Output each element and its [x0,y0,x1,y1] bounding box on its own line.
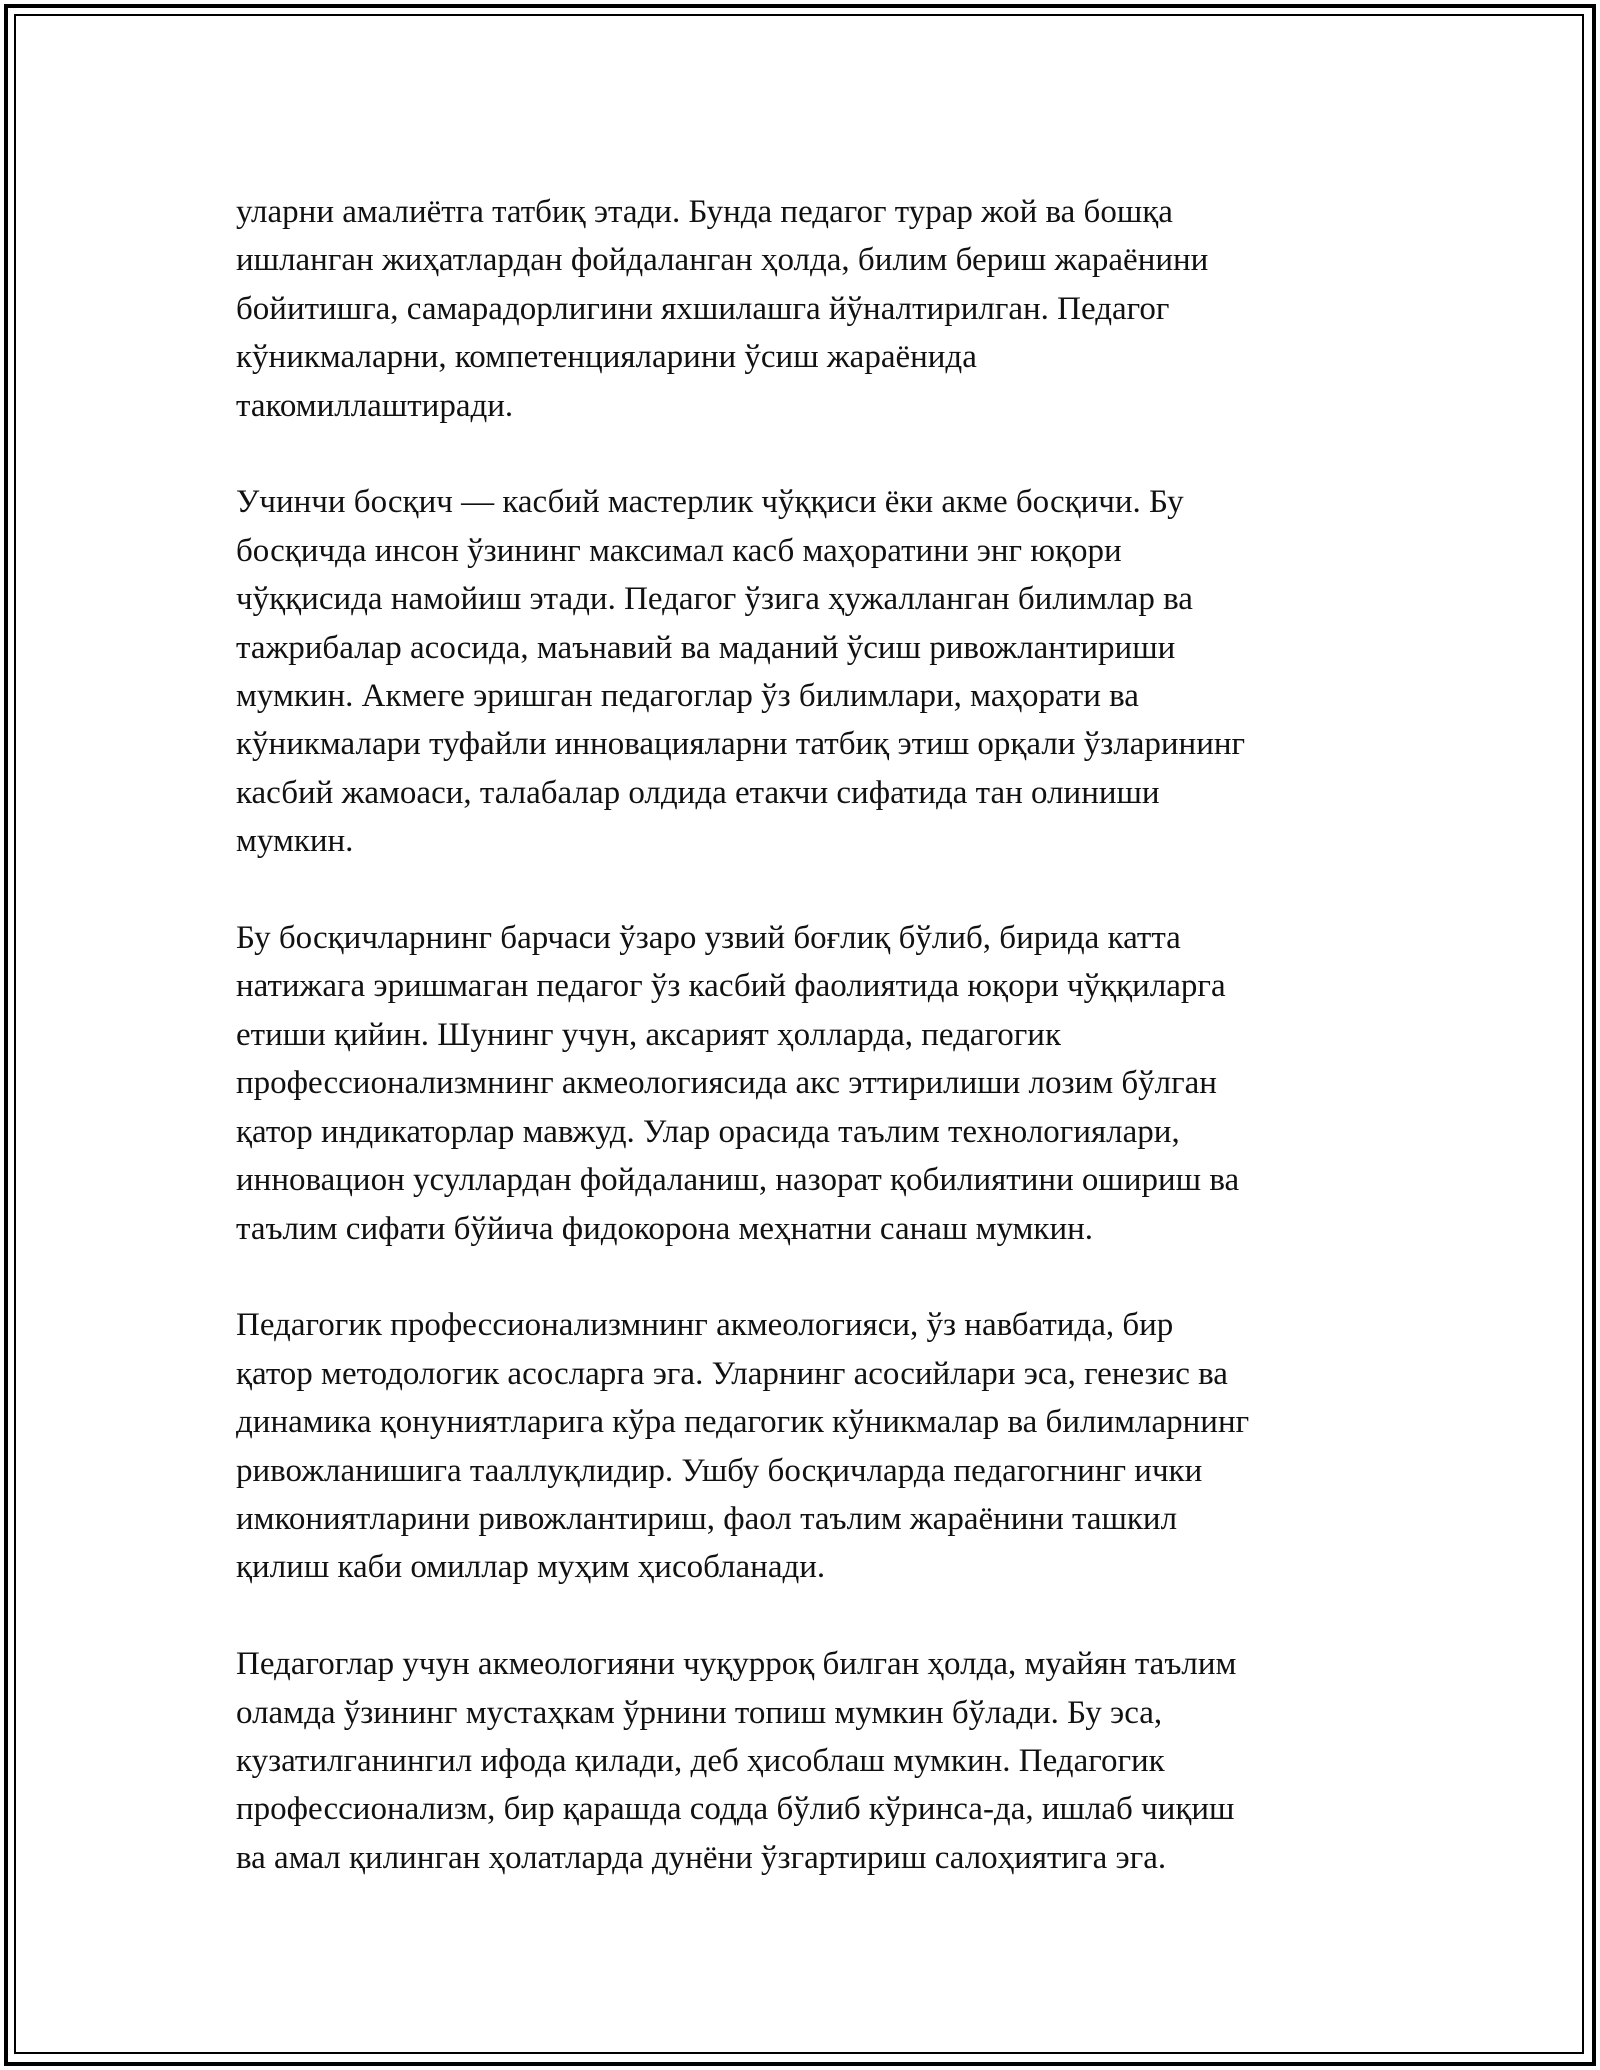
text-line: уларни амалиётга татбиқ этади. Бунда педагог турар жой ва бошқа [236,194,1173,230]
text-line: тажрибалар асосида, маънавий ва маданий ўсиш ривожлантириши [236,629,1176,666]
text-line: инновацион усуллардан фойдаланиш, назорат қобилиятини ошириш ва [236,1162,1240,1199]
text-line: кўникмалари туфайли инновацияларни татбиқ этиш орқали ўзларининг [236,726,1246,763]
text-line: ишланган жиҳатлардан фойдаланган ҳолда, билим бериш жараёнини [236,242,1209,279]
text-line: босқичда инсон ўзининг максимал касб маҳоратини энг юқори [236,532,1122,569]
paragraph-5 [236,1640,1396,1882]
text-line: Бу босқичларнинг барчаси ўзаро узвий боғлиқ бўлиб, бирида катта [236,920,1181,957]
text-line: ва амал қилинган ҳолатларда дунёни ўзгартириш салоҳиятига эга. [236,1839,1167,1876]
text-line: чўққисида намойиш этади. Педагог ўзига ҳужалланган билимлар ва [236,581,1193,618]
text-line: Педагогик профессионализмнинг акмеологияси, ўз навбатида, бир [236,1307,1174,1344]
text-line: Учинчи босқич — касбий мастерлик чўққиси ёки акме босқичи. Бу [236,484,1184,521]
text-line: профессионализм, бир қарашда содда бўлиб кўринса-да, ишлаб чиқиш [236,1791,1235,1828]
text-line: бойитишга, самарадорлигини яхшилашга йўналтирилган. Педагог [236,290,1170,327]
text-line: қатор методологик асосларга эга. Уларнинг асосийлари эса, генезис ва [236,1355,1228,1392]
text-line: етиши қийин. Шунинг учун, аксарият ҳолларда, педагогик [236,1016,1061,1053]
text-line: натижага эришмаган педагог ўз касбий фаолиятида юқори чўққиларга [236,968,1226,1005]
text-line: кўникмаларни, компетенцияларини ўсиш жараёнида [236,339,977,376]
text-line: оламда ўзининг мустаҳкам ўрнини топиш мумкин бўлади. Бу эса, [236,1694,1163,1731]
paragraph-3 [236,914,1396,1253]
paragraph-2 [236,478,1396,865]
text-line: мумкин. [236,823,354,860]
text-line: профессионализмнинг акмеологиясида акс эттирилиши лозим бўлган [236,1065,1217,1102]
text-line: таълим сифати бўйича фидокорона меҳнатни санаш мумкин. [236,1210,1094,1247]
text-line: касбий жамоаси, талабалар олдида етакчи сифатида тан олиниши [236,774,1160,811]
text-line: қатор индикаторлар мавжуд. Улар орасида таълим технологиялари, [236,1113,1180,1150]
paragraph-1 [236,188,1396,430]
text-line: кузатилганингил ифода қилади, деб ҳисоблаш мумкин. Педагогик [236,1742,1165,1779]
paragraph-4 [236,1301,1396,1591]
text-line: мумкин. Акмеге эришган педагоглар ўз билимлари, маҳорати ва [236,678,1139,715]
text-line: имкониятларини ривожлантириш, фаол таълим жараёнини ташкил [236,1500,1178,1537]
text-line: қилиш каби омиллар муҳим ҳисобланади. [236,1549,826,1586]
document-body [236,188,1396,1931]
text-line: ривожланишига тааллуқлидир. Ушбу босқичларда педагогнинг ички [236,1452,1203,1489]
text-line: Педагоглар учун акмеологияни чуқурроқ билган ҳолда, муайян таълим [236,1646,1237,1683]
text-line: такомиллаштиради. [236,387,514,424]
text-line: динамика қонуниятларига кўра педагогик кўникмалар ва билимларнинг [236,1404,1250,1441]
